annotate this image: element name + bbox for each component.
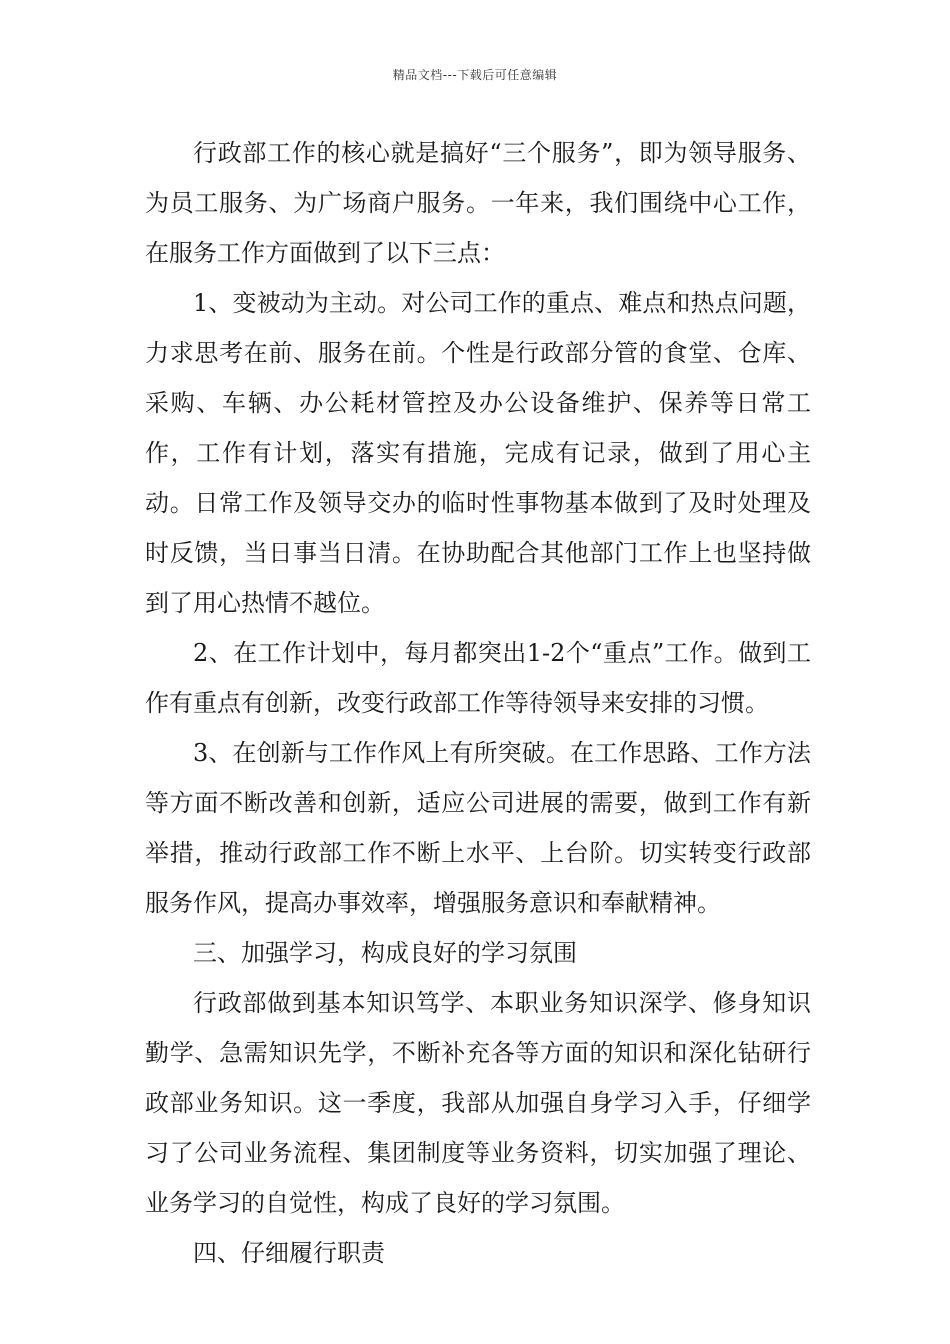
paragraph-item-2: 2、在工作计划中，每月都突出1-2个“重点”工作。做到工作有重点有创新，改变行政部工作等待领导来安排的习惯。 [145, 639, 811, 717]
paragraph-intro: 行政部工作的核心就是搞好“三个服务”，即为领导服务、为员工服务、为广场商户服务。一年来，我们围绕中心工作，在服务工作方面做到了以下三点： [145, 139, 811, 267]
paragraph-item-3: 3、在创新与工作作风上有所突破。在工作思路、工作方法等方面不断改善和创新，适应公司进展的需要，做到工作有新举措，推动行政部工作不断上水平、上台阶。切实转变行政部服务作风，提高办事效率，增强服务意识和奉献精神。 [145, 739, 811, 917]
paragraph-learning: 行政部做到基本知识笃学、本职业务知识深学、修身知识勤学、急需知识先学，不断补充各等方面的知识和深化钻研行政部业务知识。这一季度，我部从加强自身学习入手，仔细学习了公司业务流程、集团制度等业务资料，切实加强了理论、业务学习的自觉性，构成了良好的学习氛围。 [145, 989, 811, 1217]
document-body [145, 128, 811, 1278]
paragraph-item-1: 1、变被动为主动。对公司工作的重点、难点和热点问题，力求思考在前、服务在前。个性是行政部分管的食堂、仓库、采购、车辆、办公耗材管控及办公设备维护、保养等日常工作，工作有计划，落实有措施，完成有记录，做到了用心主动。日常工作及领导交办的临时性事物基本做到了及时处理及时反馈，当日事当日清。在协助配合其他部门工作上也坚持做到了用心热情不越位。 [145, 289, 811, 617]
section-heading-3: 三、加强学习，构成良好的学习氛围 [193, 939, 577, 967]
page-header: 精品文档---下载后可任意编辑 [392, 68, 558, 82]
section-heading-4: 四、仔细履行职责 [193, 1239, 385, 1267]
